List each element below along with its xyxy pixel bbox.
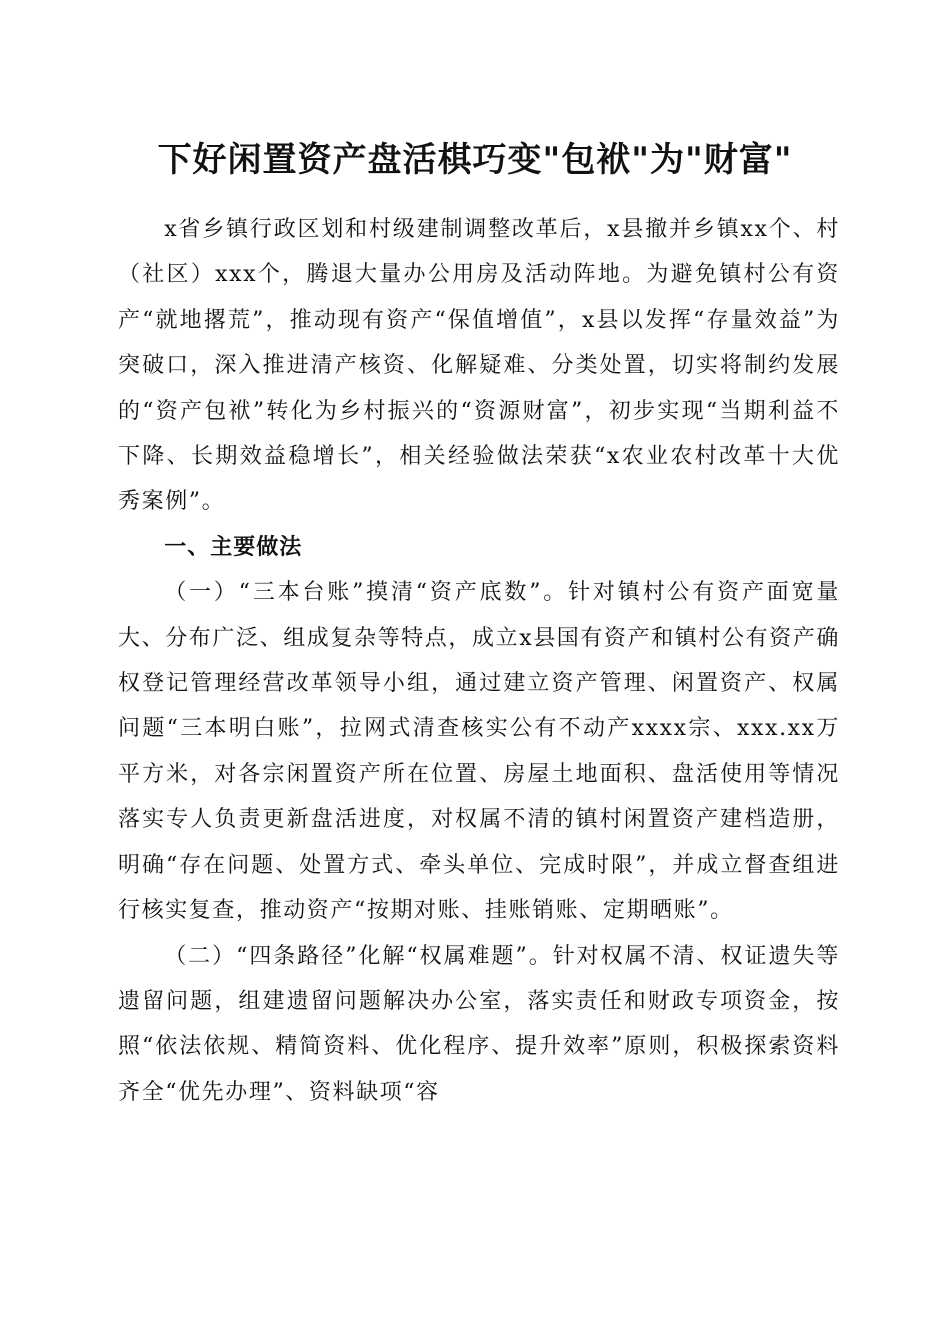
section-heading-main-practices: 一、主要做法 (164, 534, 303, 560)
paragraph-ledgers: （一）“三本台账”摸清“资产底数”。针对镇村公有资产面宽量大、分布广泛、组成复杂等特点，成立x县国有资产和镇村公有资产确权登记管理经营改革领导小组，通过建立资产管理、闲置资产、权属问题“三本明白账”，拉网式清查核实公有不动产xxxx宗、xxx.xx万平方米，对各宗闲置资产所在位置、房屋土地面积、盘活使用等情况落实专人负责更新盘活进度，对权属不清的镇村闲置资产建档造册，明确“存在问题、处置方式、牵头单位、完成时限”，并成立督查组进行核实复查，推动资产“按期对账、挂账销账、定期晒账”。 (118, 580, 841, 924)
paragraph-intro: x省乡镇行政区划和村级建制调整改革后，x县撤并乡镇xx个、村（社区）xxx个，腾退大量办公用房及活动阵地。为避免镇村公有资产“就地撂荒”，推动现有资产“保值增值”，x县以发挥“存量效益”为突破口，深入推进清产核资、化解疑难、分类处置，切实将制约发展的“资产包袱”转化为乡村振兴的“资源财富”，初步实现“当期利益不下降、长期效益稳增长”，相关经验做法荣获“x农业农村改革十大优秀案例”。 (118, 217, 840, 515)
paragraph-paths: （二）“四条路径”化解“权属难题”。针对权属不清、权证遗失等遗留问题，组建遗留问题解决办公室，落实责任和财政专项资金，按照“依法依规、精简资料、优化程序、提升效率”原则，积极探索资料齐全“优先办理”、资料缺项“容 (118, 943, 840, 1105)
document-body (118, 207, 840, 1115)
document-title: 下好闲置资产盘活棋巧变"包袱"为"财富" (157, 140, 793, 180)
